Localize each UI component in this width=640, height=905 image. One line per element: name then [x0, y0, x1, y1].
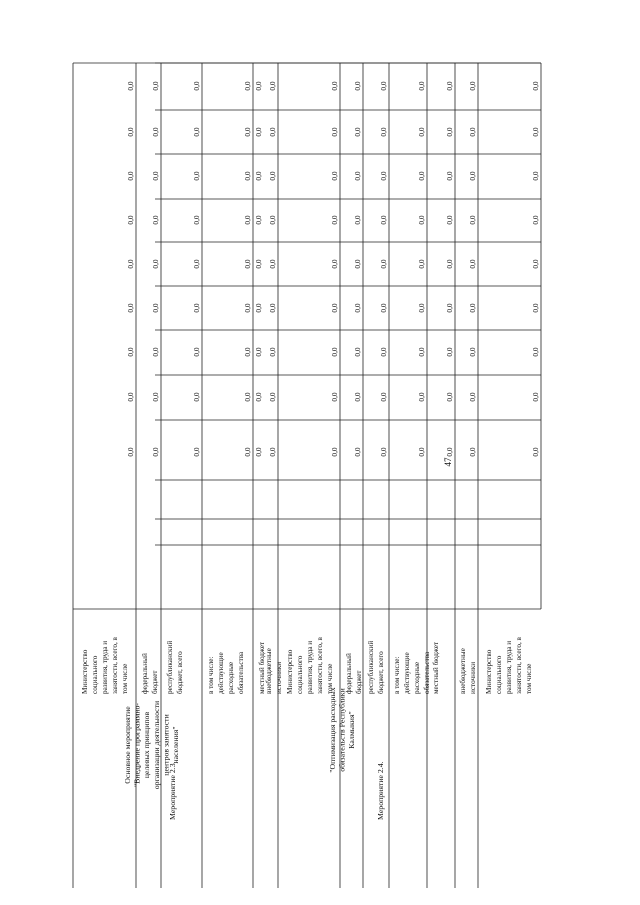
- value-cell: 0,0: [192, 447, 201, 457]
- value-cell: 0,0: [243, 171, 252, 181]
- value-cell: 0,0: [353, 171, 362, 181]
- value-cell: 0,0: [192, 259, 201, 269]
- value-cell: 0,0: [151, 171, 160, 181]
- value-cell: 0,0: [151, 447, 160, 457]
- value-cell: 0,0: [126, 259, 135, 269]
- value-cell: 0,0: [268, 303, 277, 313]
- value-cell: 0,0: [268, 215, 277, 225]
- value-cell: 0,0: [353, 81, 362, 91]
- value-cell: 0,0: [417, 81, 426, 91]
- value-cell: 0,0: [330, 347, 339, 357]
- value-cell: 0,0: [243, 81, 252, 91]
- value-cell: 0,0: [330, 127, 339, 137]
- value-cell: 0,0: [254, 81, 263, 91]
- value-cell: 0,0: [126, 392, 135, 402]
- value-cell: 0,0: [330, 303, 339, 313]
- value-cell: 0,0: [379, 127, 388, 137]
- value-cell: 0,0: [268, 127, 277, 137]
- activity-title-line: Калмыкия": [347, 711, 357, 749]
- source-label-line: развития, труда и: [306, 640, 314, 694]
- source-label-line: республиканский: [367, 640, 375, 694]
- value-cell: 0,0: [330, 81, 339, 91]
- activity-title-line: Основное мероприятие: [123, 706, 132, 784]
- source-label-line: развития, труда и: [505, 640, 513, 694]
- activity-title-line: "Оптимизация расходных: [328, 687, 337, 773]
- value-cell: 0,0: [445, 215, 454, 225]
- value-cell: 0,0: [243, 392, 252, 402]
- value-cell: 0,0: [126, 215, 135, 225]
- value-cell: 0,0: [151, 81, 160, 91]
- value-cell: 0,0: [379, 447, 388, 457]
- value-cell: 0,0: [531, 215, 540, 225]
- value-cell: 0,0: [243, 215, 252, 225]
- value-cell: 0,0: [445, 127, 454, 137]
- value-cell: 0,0: [353, 215, 362, 225]
- activity-title-line: "Внедрение программно-: [132, 702, 142, 788]
- value-cell: 0,0: [445, 303, 454, 313]
- value-cell: 0,0: [353, 303, 362, 313]
- value-cell: 0,0: [379, 215, 388, 225]
- value-cell: 0,0: [126, 303, 135, 313]
- value-cell: 0,0: [192, 127, 201, 137]
- value-cell: 0,0: [417, 171, 426, 181]
- value-cell: 0,0: [379, 347, 388, 357]
- value-cell: 0,0: [353, 347, 362, 357]
- page-number: 47: [443, 457, 453, 467]
- value-cell: 0,0: [445, 81, 454, 91]
- value-cell: 0,0: [268, 347, 277, 357]
- value-cell: 0,0: [330, 171, 339, 181]
- source-label-line: том числе: [121, 663, 129, 694]
- value-cell: 0,0: [268, 447, 277, 457]
- value-cell: 0,0: [151, 392, 160, 402]
- source-label-line: федеральный: [141, 653, 149, 694]
- source-label-line: федеральный: [345, 653, 353, 694]
- source-label-line: Министерство: [81, 649, 89, 694]
- source-label-line: Министерство: [286, 649, 294, 694]
- source-label-line: развития, труда и: [101, 640, 109, 694]
- value-cell: 0,0: [330, 447, 339, 457]
- source-label-line: в том числе:: [207, 656, 215, 694]
- value-cell: 0,0: [468, 347, 477, 357]
- value-cell: 0,0: [254, 392, 263, 402]
- source-label-line: социального: [296, 655, 304, 694]
- value-cell: 0,0: [468, 259, 477, 269]
- value-cell: 0,0: [192, 215, 201, 225]
- value-cell: 0,0: [151, 127, 160, 137]
- source-label-line: обязательства: [423, 651, 431, 694]
- value-cell: 0,0: [445, 392, 454, 402]
- value-cell: 0,0: [445, 447, 454, 457]
- source-label-line: том числе: [326, 663, 334, 694]
- value-cell: 0,0: [254, 303, 263, 313]
- value-cell: 0,0: [468, 171, 477, 181]
- value-cell: 0,0: [243, 303, 252, 313]
- value-cell: 0,0: [192, 171, 201, 181]
- source-label-line: местный бюджет: [432, 641, 440, 694]
- value-cell: 0,0: [417, 303, 426, 313]
- value-cell: 0,0: [353, 127, 362, 137]
- value-cell: 0,0: [126, 81, 135, 91]
- value-cell: 0,0: [468, 303, 477, 313]
- value-cell: 0,0: [192, 81, 201, 91]
- value-cell: 0,0: [151, 259, 160, 269]
- value-cell: 0,0: [531, 259, 540, 269]
- value-cell: 0,0: [268, 392, 277, 402]
- value-cell: 0,0: [151, 215, 160, 225]
- source-label-line: расходные: [227, 661, 235, 694]
- source-label-line: источники: [275, 661, 283, 694]
- activity-title-line: центров занятости: [161, 714, 171, 776]
- source-label-line: внебюджетные: [459, 648, 467, 694]
- source-label-line: источники: [469, 661, 477, 694]
- value-cell: 0,0: [126, 447, 135, 457]
- value-cell: 0,0: [254, 171, 263, 181]
- value-cell: 0,0: [531, 392, 540, 402]
- value-cell: 0,0: [254, 259, 263, 269]
- value-cell: 0,0: [379, 259, 388, 269]
- value-cell: 0,0: [417, 447, 426, 457]
- source-label-line: внебюджетные: [265, 648, 273, 694]
- activity-title-line: обязательств Республики: [337, 688, 347, 772]
- value-cell: 0,0: [379, 171, 388, 181]
- source-label-line: занятости, всего, в: [111, 637, 119, 694]
- value-cell: 0,0: [531, 127, 540, 137]
- value-cell: 0,0: [126, 171, 135, 181]
- value-cell: 0,0: [330, 392, 339, 402]
- value-cell: 0,0: [243, 259, 252, 269]
- value-cell: 0,0: [126, 347, 135, 357]
- value-cell: 0,0: [468, 447, 477, 457]
- value-cell: 0,0: [445, 171, 454, 181]
- value-cell: 0,0: [468, 127, 477, 137]
- value-cell: 0,0: [445, 259, 454, 269]
- source-label-line: местный бюджет: [258, 641, 266, 694]
- source-label-line: том числе: [525, 663, 533, 694]
- value-cell: 0,0: [330, 259, 339, 269]
- source-label-line: бюджет, всего: [377, 651, 385, 694]
- value-cell: 0,0: [417, 259, 426, 269]
- value-cell: 0,0: [268, 171, 277, 181]
- value-cell: 0,0: [192, 392, 201, 402]
- source-label-line: бюджет: [355, 670, 363, 694]
- value-cell: 0,0: [353, 259, 362, 269]
- activity-title-line: населения": [171, 726, 180, 764]
- value-cell: 0,0: [531, 347, 540, 357]
- source-label-line: действующие: [403, 652, 411, 694]
- value-cell: 0,0: [268, 259, 277, 269]
- value-cell: 0,0: [379, 392, 388, 402]
- source-label-line: бюджет: [151, 670, 159, 694]
- value-cell: 0,0: [330, 215, 339, 225]
- value-cell: 0,0: [468, 392, 477, 402]
- source-label-line: Министерство: [485, 649, 493, 694]
- source-label-line: в том числе:: [393, 656, 401, 694]
- source-label-line: расходные: [413, 661, 421, 694]
- source-label-line: республиканский: [166, 640, 174, 694]
- value-cell: 0,0: [254, 447, 263, 457]
- value-cell: 0,0: [254, 215, 263, 225]
- value-cell: 0,0: [417, 127, 426, 137]
- source-label-line: действующие: [217, 652, 225, 694]
- value-cell: 0,0: [353, 447, 362, 457]
- value-cell: 0,0: [243, 447, 252, 457]
- source-label-line: занятости, всего, в: [515, 637, 523, 694]
- source-label-line: социального: [495, 655, 503, 694]
- source-label-line: социального: [91, 655, 99, 694]
- value-cell: 0,0: [254, 347, 263, 357]
- activity-title-line: целевых принципов: [142, 711, 152, 779]
- value-cell: 0,0: [468, 215, 477, 225]
- activity-title-line: организации деятельности: [151, 700, 161, 790]
- value-cell: 0,0: [531, 447, 540, 457]
- value-cell: 0,0: [417, 215, 426, 225]
- value-cell: 0,0: [126, 127, 135, 137]
- value-cell: 0,0: [192, 303, 201, 313]
- value-cell: 0,0: [243, 127, 252, 137]
- value-cell: 0,0: [192, 347, 201, 357]
- value-cell: 0,0: [254, 127, 263, 137]
- source-label-line: бюджет, всего: [176, 651, 184, 694]
- value-cell: 0,0: [468, 81, 477, 91]
- activity-code: Мероприятие 2.3.: [168, 761, 177, 820]
- table-content: [81, 81, 540, 820]
- activity-code: Мероприятие 2.4.: [376, 761, 385, 820]
- source-label-line: обязательства: [237, 651, 245, 694]
- source-label-line: занятости, всего, в: [316, 637, 324, 694]
- value-cell: 0,0: [151, 303, 160, 313]
- value-cell: 0,0: [531, 171, 540, 181]
- value-cell: 0,0: [151, 347, 160, 357]
- value-cell: 0,0: [417, 347, 426, 357]
- value-cell: 0,0: [531, 303, 540, 313]
- value-cell: 0,0: [531, 81, 540, 91]
- value-cell: 0,0: [379, 303, 388, 313]
- value-cell: 0,0: [353, 392, 362, 402]
- value-cell: 0,0: [243, 347, 252, 357]
- value-cell: 0,0: [268, 81, 277, 91]
- value-cell: 0,0: [445, 347, 454, 357]
- value-cell: 0,0: [379, 81, 388, 91]
- value-cell: 0,0: [417, 392, 426, 402]
